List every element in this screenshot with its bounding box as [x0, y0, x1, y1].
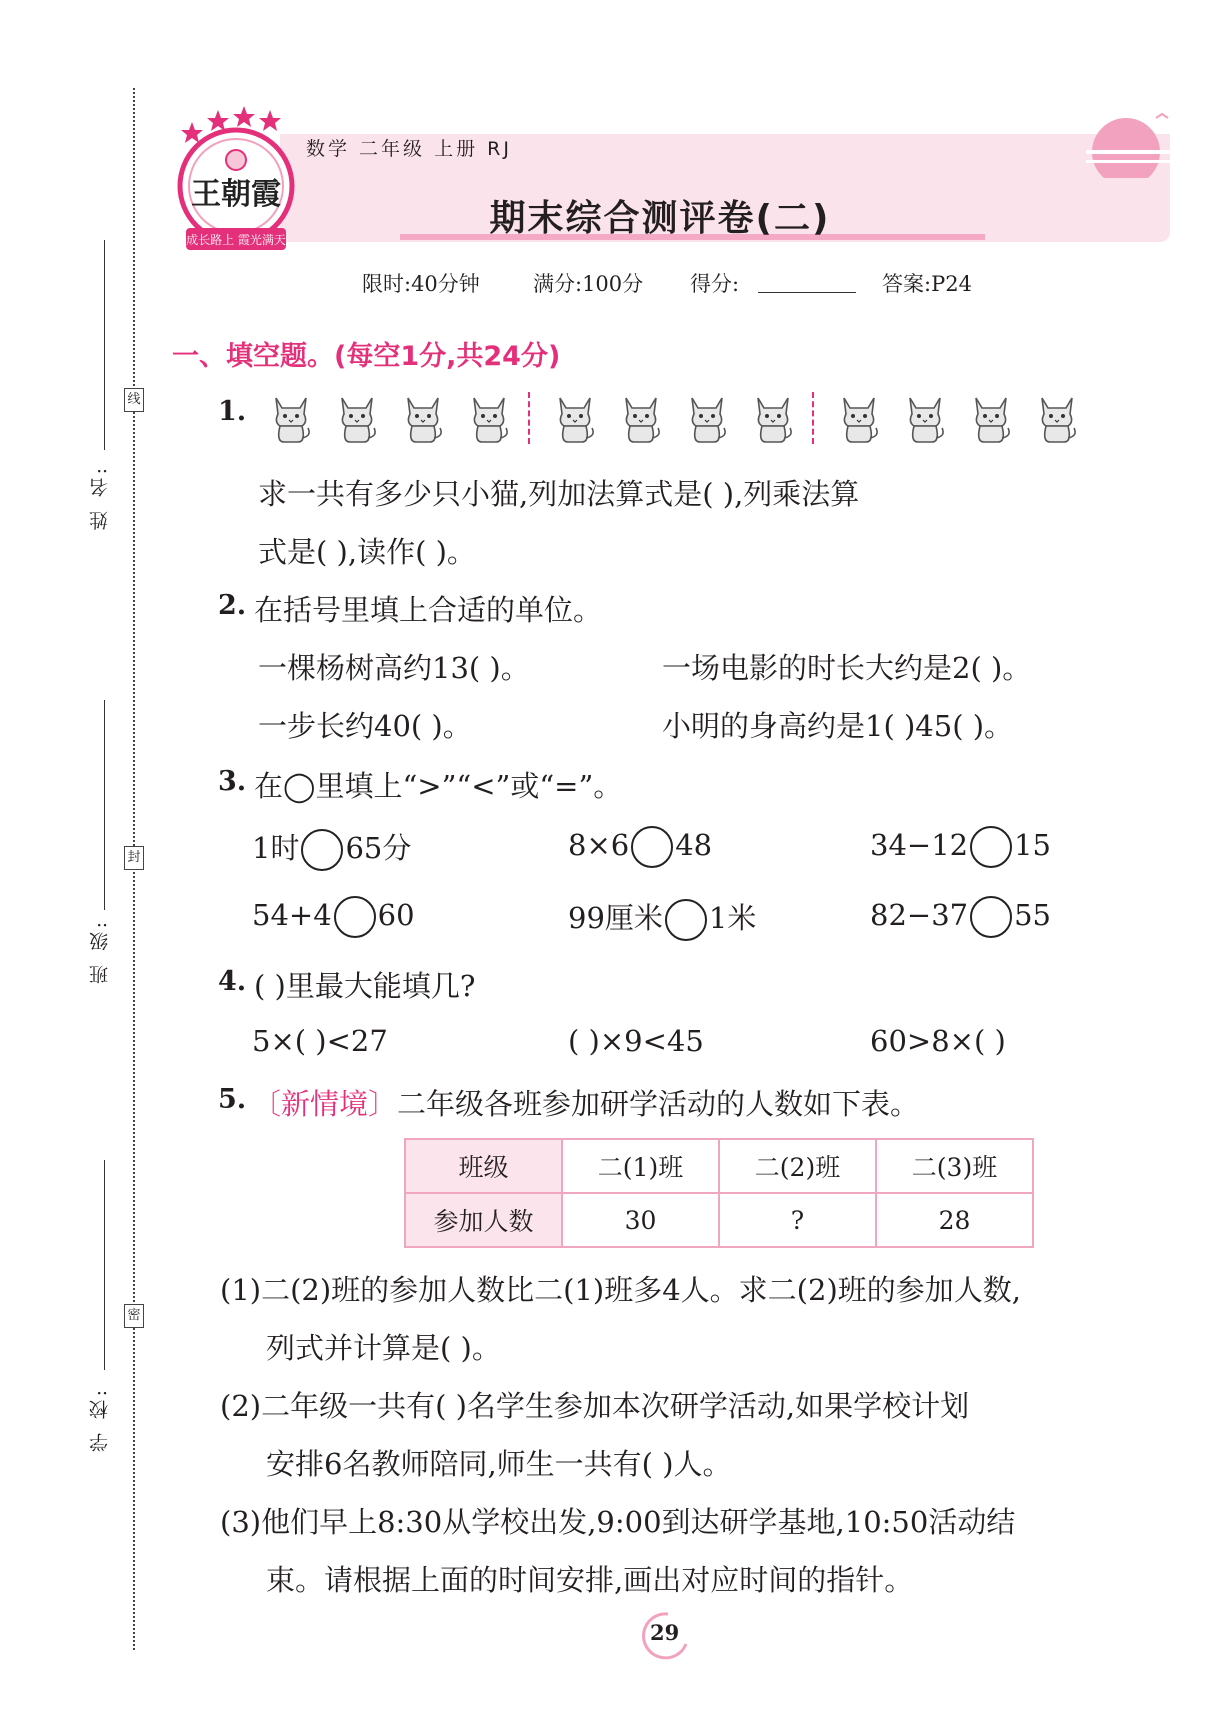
q3-prompt: 在◯里填上“>”“<”或“=”。 [254, 769, 623, 803]
score-label: 得分: [690, 272, 740, 296]
q5-part3-line1: (3)他们早上8:30从学校出发,9:00到达研学基地,10:50活动结 [220, 1505, 1016, 1539]
class-label: 班 级: [89, 918, 111, 985]
subject-line: 数学 二年级 上册 RJ [306, 138, 512, 160]
logo-text: 王朝霞 [191, 177, 281, 212]
table-header-cell: 二(3)班 [876, 1139, 1033, 1193]
table-cell: 28 [876, 1193, 1033, 1247]
q3-left: 34−12 [870, 828, 969, 862]
cat-icon [268, 392, 314, 444]
name-label: 姓 名: [89, 464, 111, 531]
cat-icon [618, 392, 664, 444]
cat-icon [552, 392, 598, 444]
q1-line1: 求一共有多少只小猫,列加法算式是( ),列乘法算 [258, 477, 860, 511]
q2-prompt: 在括号里填上合适的单位。 [254, 593, 603, 627]
cat-icon [836, 392, 882, 444]
class-write-line[interactable] [104, 700, 105, 910]
q3-left: 1时 [252, 831, 300, 865]
q3-right: 65分 [345, 831, 412, 865]
sun-decoration-icon [1086, 106, 1176, 178]
page-title: 期末综合测评卷(二) [489, 198, 831, 239]
q2-item-c: 一步长约40( )。 [258, 709, 472, 743]
q3-right: 48 [675, 828, 713, 862]
q2-item-b: 一场电影的时长大约是2( )。 [662, 651, 1032, 685]
cat-icon [750, 392, 796, 444]
cat-icon [684, 392, 730, 444]
school-label: 学 校: [89, 1386, 111, 1453]
class-participation-table [404, 1138, 1034, 1248]
q3-compare-item [568, 896, 756, 941]
q3-right: 15 [1014, 828, 1052, 862]
q2-item-a: 一棵杨树高约13( )。 [258, 651, 530, 685]
compare-circle[interactable] [665, 899, 707, 941]
compare-circle[interactable] [301, 829, 343, 871]
section-title: 一、填空题。(每空1分,共24分) [172, 341, 561, 372]
q4-item-c: 60>8×( ) [870, 1024, 1006, 1058]
q2-number: 2. [218, 590, 247, 621]
seal-char-mi: 密 [124, 1304, 144, 1328]
q3-left: 54+4 [252, 898, 332, 932]
q5-part2-line2: 安排6名教师陪同,师生一共有( )人。 [266, 1447, 732, 1481]
compare-circle[interactable] [970, 896, 1012, 938]
full-score: 满分:100分 [533, 272, 644, 296]
table-row-label: 参加人数 [405, 1193, 562, 1247]
table-cell: 30 [562, 1193, 719, 1247]
cat-icon [400, 392, 446, 444]
q4-prompt: ( )里最大能填几? [254, 969, 476, 1003]
table-cell: ? [719, 1193, 876, 1247]
cat-icon [1034, 392, 1080, 444]
seal-char-feng: 封 [124, 846, 144, 870]
time-limit: 限时:40分钟 [362, 272, 480, 296]
q5-part3-line2: 束。请根据上面的时间安排,画出对应时间的指针。 [266, 1563, 914, 1597]
q5-part1-line2: 列式并计算是( )。 [266, 1331, 501, 1365]
q5-prompt-line [252, 1082, 919, 1123]
q3-left: 82−37 [870, 898, 969, 932]
q3-compare-item [870, 826, 1051, 868]
cat-icon [968, 392, 1014, 444]
q5-part1-line1: (1)二(2)班的参加人数比二(1)班多4人。求二(2)班的参加人数, [220, 1273, 1021, 1307]
q5-number: 5. [218, 1084, 247, 1115]
compare-circle[interactable] [970, 826, 1012, 868]
page-number: 29 [650, 1620, 680, 1645]
q3-left: 8×6 [568, 828, 630, 862]
new-context-tag: 〔新情境〕 [252, 1087, 398, 1121]
cat-icon [902, 392, 948, 444]
table-header-cell: 二(1)班 [562, 1139, 719, 1193]
q3-compare-item [252, 826, 411, 871]
cat-icon [334, 392, 380, 444]
answer-ref: 答案:P24 [882, 272, 972, 296]
q3-compare-item [568, 826, 712, 868]
q3-right: 55 [1014, 898, 1052, 932]
compare-circle[interactable] [631, 826, 673, 868]
q1-number: 1. [218, 396, 247, 427]
cat-icon [466, 392, 512, 444]
q3-right: 60 [377, 898, 415, 932]
logo-slogan: 成长路上 霞光满天 [186, 233, 286, 247]
table-header-cell: 班级 [405, 1139, 562, 1193]
compare-circle[interactable] [334, 896, 376, 938]
table-header-cell: 二(2)班 [719, 1139, 876, 1193]
seal-char-xian: 线 [124, 388, 144, 412]
q5-prompt: 二年级各班参加研学活动的人数如下表。 [397, 1087, 920, 1121]
q3-number: 3. [218, 766, 247, 797]
q1-line2: 式是( ),读作( )。 [258, 535, 476, 569]
q3-compare-item [252, 896, 415, 938]
q4-item-a: 5×( )<27 [252, 1024, 388, 1058]
brand-logo [172, 104, 302, 254]
q3-left: 99厘米 [568, 901, 663, 935]
table-row [405, 1193, 1033, 1247]
q4-number: 4. [218, 966, 247, 997]
school-write-line[interactable] [104, 1160, 105, 1370]
q4-item-b: ( )×9<45 [568, 1024, 704, 1058]
q3-compare-item [870, 896, 1051, 938]
table-row [405, 1139, 1033, 1193]
q3-right: 1米 [708, 901, 757, 935]
score-blank[interactable] [758, 292, 856, 293]
q5-part2-line1: (2)二年级一共有( )名学生参加本次研学活动,如果学校计划 [220, 1389, 970, 1423]
group-divider [528, 392, 530, 444]
q2-item-d: 小明的身高约是1( )45( )。 [662, 709, 1014, 743]
group-divider [812, 392, 814, 444]
name-write-line[interactable] [104, 240, 105, 450]
